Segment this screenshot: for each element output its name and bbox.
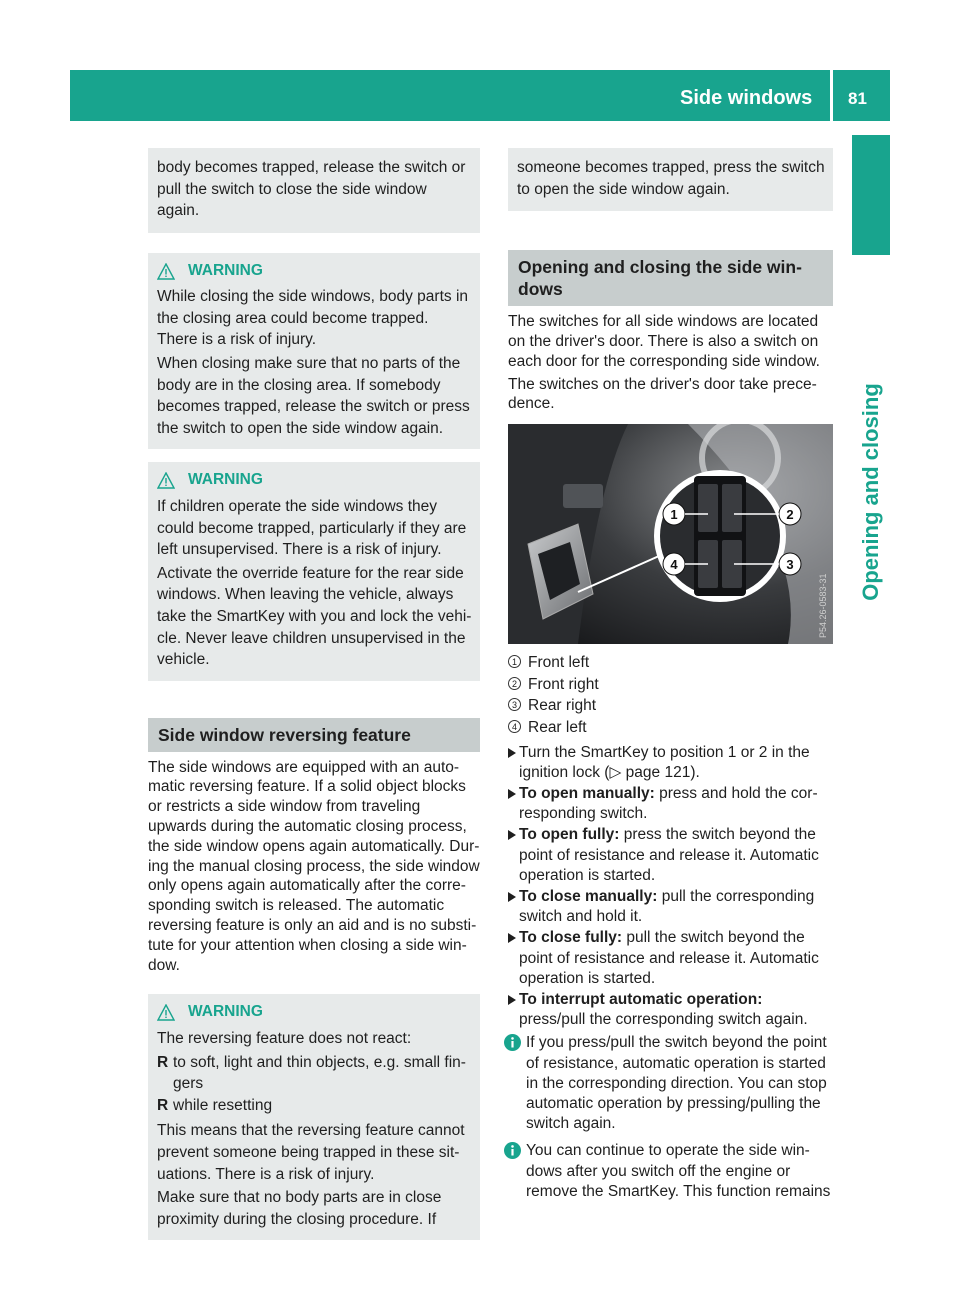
warning-triangle-icon bbox=[157, 1004, 175, 1021]
info-note bbox=[508, 1033, 833, 1134]
info-text: If you press/pull the switch beyond the point of resistance, automatic operation is started in the corresponding direction. You can stop automatic operation by pressing/pulling the switch again. bbox=[526, 1034, 827, 1133]
page-number: 81 bbox=[848, 89, 867, 108]
warning-heading bbox=[157, 261, 472, 282]
step-item: Turn the SmartKey to position 1 or 2 in the ignition lock (▷ page 121). bbox=[508, 743, 833, 783]
continued-warning-box bbox=[508, 148, 833, 211]
section-body: The switches for all side windows are located on the driver's door. There is also a switch on each door for the corresponding side window. bbox=[508, 313, 820, 370]
switch-panel-photo bbox=[508, 424, 833, 644]
arrow-icon bbox=[508, 995, 516, 1005]
continued-text: body becomes trapped, release the switch or pull the switch to close the side window again. bbox=[157, 159, 466, 220]
section-heading: Opening and closing the side win-dows bbox=[508, 250, 833, 306]
step-item: To close manually: pull the corresponding switch and hold it. bbox=[508, 887, 833, 927]
warning-text: Make sure that no body parts are in close proximity during the closing procedure. If bbox=[157, 1189, 442, 1228]
warning-text: Activate the override feature for the rear side windows. When leaving the vehicle, always take the SmartKey with you and lock the vehi-cle. Never leave children unsupervised in the vehicle. bbox=[157, 564, 472, 669]
bullet-list bbox=[157, 1052, 472, 1117]
warning-label: WARNING bbox=[188, 471, 263, 489]
warning-text: If children operate the side windows they could become trapped, particularly if they are left unsupervised. There is a risk of injury. bbox=[157, 497, 467, 559]
info-note bbox=[508, 1141, 833, 1202]
legend-list bbox=[508, 652, 833, 738]
step-item: To open fully: press the switch beyond the point of resistance and release it. Automatic operation is started. bbox=[508, 825, 833, 886]
callout-4: 4 bbox=[670, 557, 678, 573]
warning-triangle-icon bbox=[157, 472, 175, 489]
section-heading: Side window reversing feature bbox=[148, 718, 480, 752]
warning-text: The reversing feature does not react: bbox=[157, 1029, 412, 1047]
legend-item: 4 Rear left bbox=[508, 717, 833, 739]
step-item: To interrupt automatic operation: press/pull the corresponding switch again. bbox=[508, 990, 833, 1030]
warning-box-1 bbox=[148, 253, 480, 450]
info-icon bbox=[504, 1142, 521, 1159]
section-body: The switches on the driver's door take prece-dence. bbox=[508, 375, 817, 413]
arrow-icon bbox=[508, 789, 516, 799]
callout-2: 2 bbox=[786, 507, 794, 523]
callout-3: 3 bbox=[786, 557, 794, 573]
warning-text: When closing make sure that no parts of the body are in the closing area. If somebody becomes trapped, release the switch or press the switch to open the side window again. bbox=[157, 355, 470, 437]
chapter-label: Opening and closing bbox=[858, 383, 883, 601]
list-item: R while resetting bbox=[157, 1096, 273, 1114]
arrow-icon bbox=[508, 892, 516, 902]
arrow-icon bbox=[508, 830, 516, 840]
legend-item: 2 Front right bbox=[508, 674, 833, 696]
step-item: To close fully: pull the switch beyond the point of resistance and release it. Automatic operation is started. bbox=[508, 928, 833, 989]
step-item: To open manually: press and hold the cor-responding switch. bbox=[508, 784, 833, 824]
warning-box-3 bbox=[148, 994, 480, 1240]
header-divider bbox=[830, 70, 833, 121]
right-column bbox=[508, 148, 833, 1202]
warning-text: While closing the side windows, body parts in the closing area could become trapped. There is a risk of injury. bbox=[157, 288, 469, 349]
arrow-icon bbox=[508, 933, 516, 943]
callout-1: 1 bbox=[670, 507, 678, 523]
warning-label: WARNING bbox=[188, 1003, 263, 1021]
continued-text: someone becomes trapped, press the switch to open the side window again. bbox=[517, 159, 825, 198]
arrow-icon bbox=[508, 748, 516, 758]
left-column bbox=[148, 148, 480, 1240]
warning-box-2 bbox=[148, 462, 480, 680]
info-icon bbox=[504, 1034, 521, 1051]
legend-item: 3 Rear right bbox=[508, 695, 833, 717]
warning-text: This means that the reversing feature cannot prevent someone being trapped in these sit-uations. There is a risk of injury. bbox=[157, 1122, 465, 1183]
step-list bbox=[508, 743, 833, 1031]
info-text: You can continue to operate the side win-dows after you switch off the engine or remove the SmartKey. This function remains bbox=[526, 1142, 831, 1200]
page-title: Side windows bbox=[680, 87, 813, 109]
warning-triangle-icon bbox=[157, 263, 175, 280]
warning-label: WARNING bbox=[188, 261, 263, 279]
warning-heading bbox=[157, 470, 472, 491]
chapter-tab bbox=[852, 135, 890, 255]
image-code: P54.26-0583-31 bbox=[818, 573, 828, 639]
section-body: The side windows are equipped with an auto-matic reversing feature. If a solid object blocks or restricts a side window from traveling upwards during the automatic closing process, the side window opens again automatically. Dur-ing the manual closing process, the side window only opens again automatically after the corre-sponding switch is released. The automatic reversing feature is only an aid and is no substi-tute for your attention when closing a side win-dow. bbox=[148, 758, 480, 974]
warning-heading bbox=[157, 1002, 472, 1023]
continued-warning-box bbox=[148, 148, 480, 233]
list-item: R to soft, light and thin objects, e.g. small fin-gers bbox=[157, 1053, 466, 1093]
legend-item: 1 Front left bbox=[508, 652, 833, 674]
